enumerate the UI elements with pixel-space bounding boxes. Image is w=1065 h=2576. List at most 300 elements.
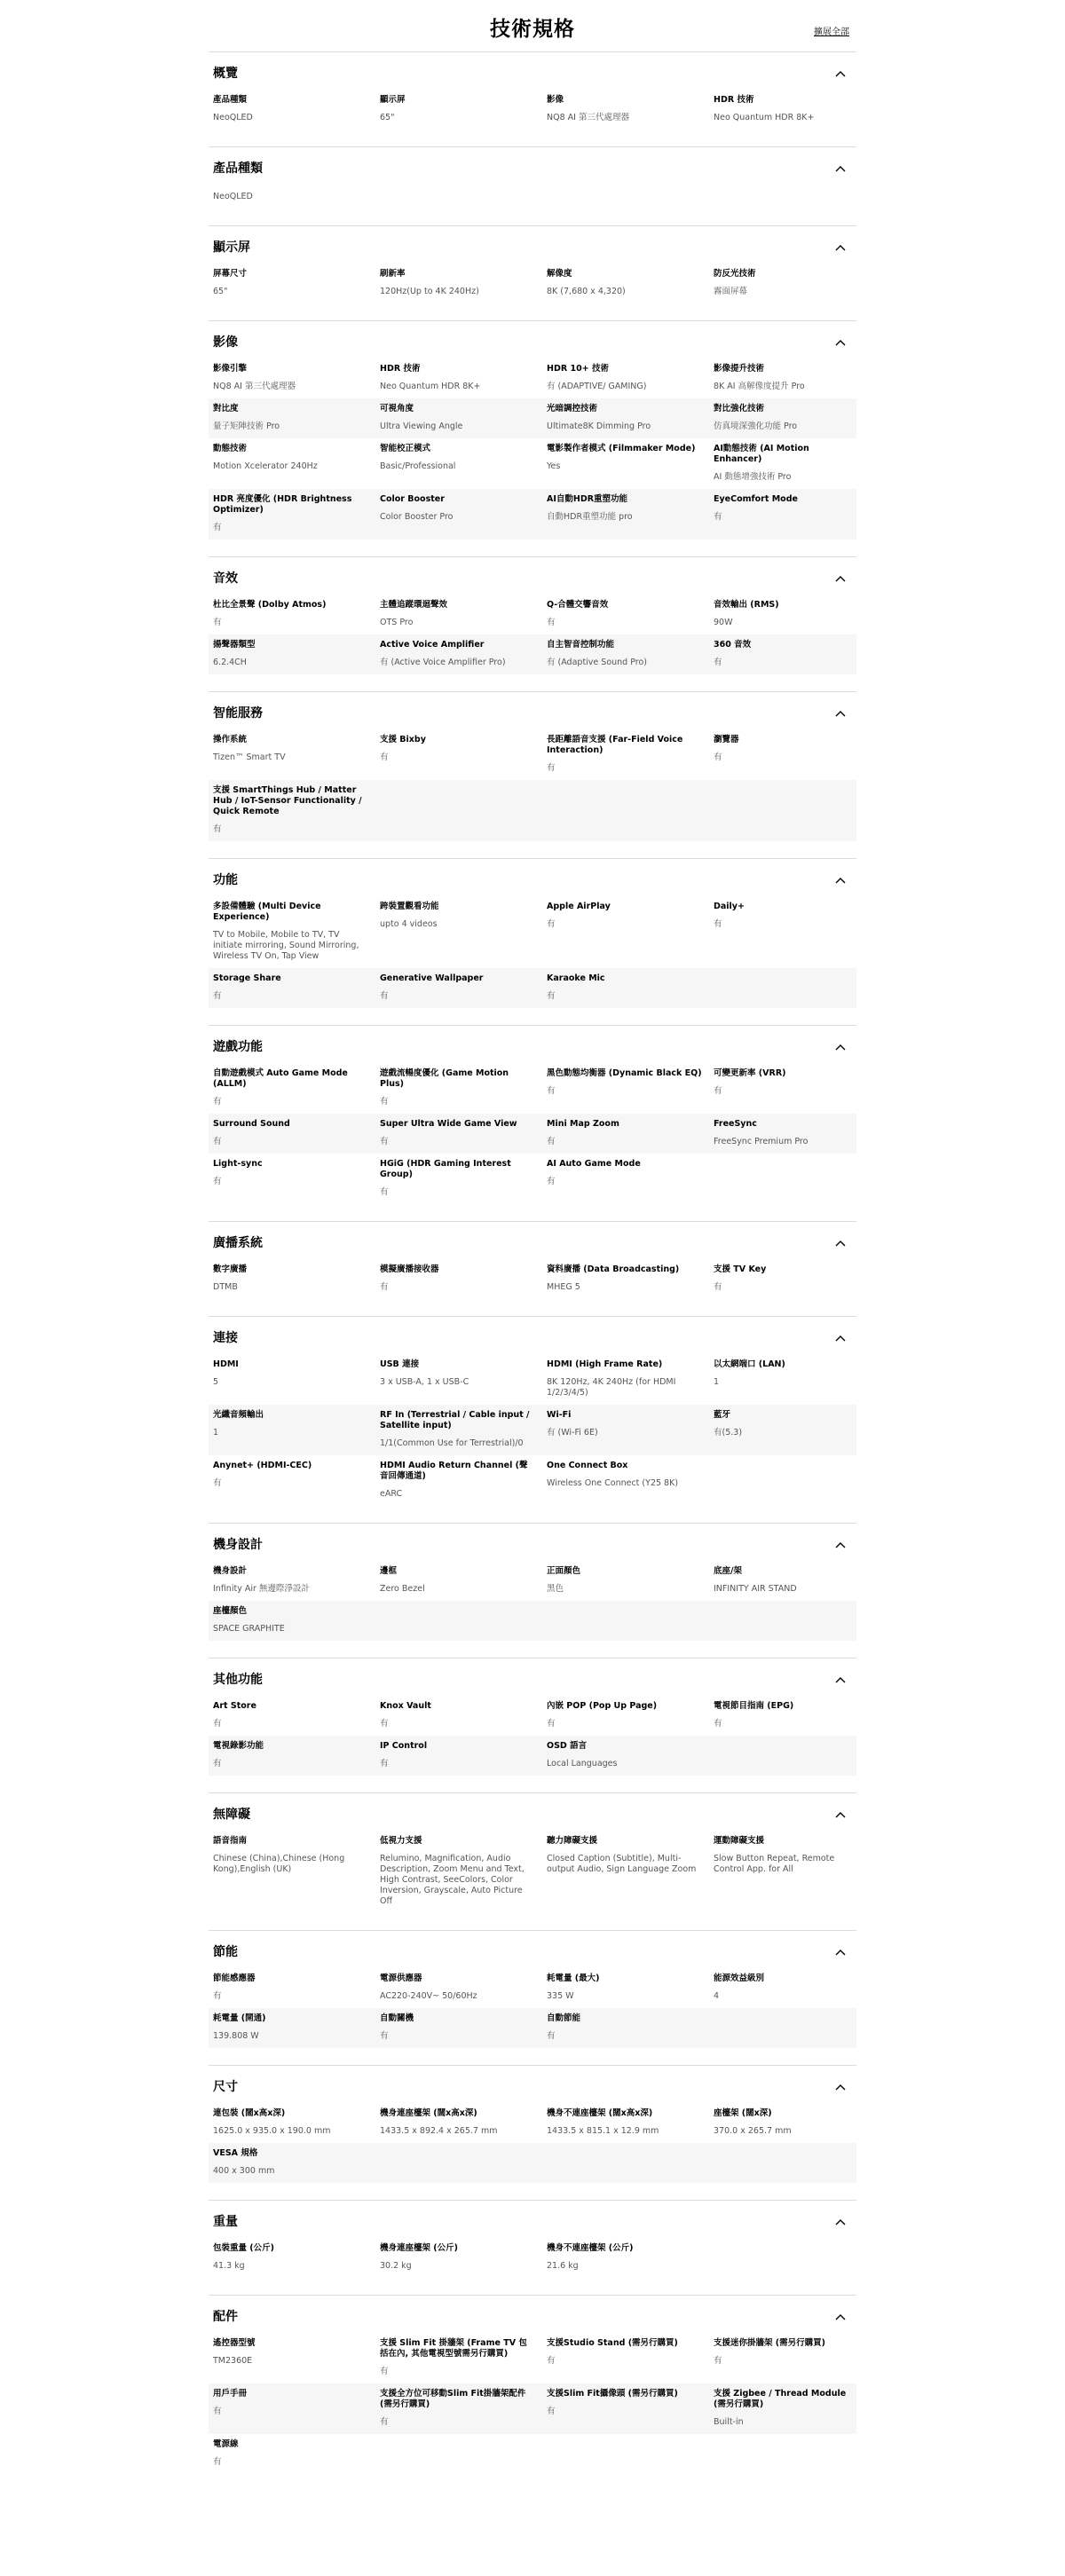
spec-label: HDMI bbox=[213, 1359, 239, 1369]
page-header bbox=[209, 0, 856, 51]
spec-value: 有 bbox=[380, 2367, 389, 2376]
spec-row bbox=[209, 1831, 856, 1913]
spec-item bbox=[209, 1068, 375, 1107]
spec-label: 正面顏色 bbox=[547, 1566, 581, 1576]
spec-value: 有 bbox=[213, 1759, 222, 1769]
spec-item bbox=[209, 1741, 375, 1769]
spec-section bbox=[209, 1025, 856, 1221]
spec-label: 多設備體驗 (Multi Device Experience) bbox=[213, 902, 321, 922]
section-title: 廣播系統 bbox=[213, 1236, 263, 1250]
spec-value: Infinity Air 無邊際淨設計 bbox=[213, 1584, 310, 1594]
spec-value: 6.2.4CH bbox=[213, 658, 247, 667]
spec-value: NeoQLED bbox=[213, 113, 253, 122]
spec-label: 對比強化技術 bbox=[714, 404, 765, 414]
spec-value: 有 bbox=[213, 2457, 222, 2467]
section-header[interactable] bbox=[209, 1806, 856, 1824]
spec-row bbox=[209, 2103, 856, 2143]
section-header[interactable] bbox=[209, 2308, 856, 2326]
spec-value: Ultra Viewing Angle bbox=[380, 421, 463, 431]
spec-section bbox=[209, 1523, 856, 1658]
spec-item bbox=[542, 640, 709, 668]
spec-label: Mini Map Zoom bbox=[547, 1119, 619, 1129]
spec-value: 400 x 300 mm bbox=[213, 2166, 275, 2176]
spec-value: 有 bbox=[380, 1137, 389, 1146]
page-title: 技術規格 bbox=[490, 18, 575, 41]
spec-rows bbox=[209, 2103, 856, 2183]
spec-value: 有 (Active Voice Amplifier Pro) bbox=[380, 658, 506, 667]
spec-rows bbox=[209, 1063, 856, 1204]
spec-item bbox=[709, 494, 856, 533]
spec-rows bbox=[209, 595, 856, 674]
spec-item bbox=[209, 364, 375, 392]
spec-label: 電源供應器 bbox=[380, 1973, 422, 1983]
chevron-up-icon[interactable] bbox=[835, 1042, 846, 1052]
spec-section bbox=[209, 2065, 856, 2200]
spec-section bbox=[209, 1930, 856, 2065]
spec-label: 電源線 bbox=[213, 2439, 239, 2449]
chevron-up-icon[interactable] bbox=[835, 2217, 846, 2227]
spec-value: TV to Mobile, Mobile to TV, TV initiate mirroring, Sound Mirroring, Wireless TV On, Tap View bbox=[213, 930, 359, 961]
spec-value: 有 bbox=[547, 618, 556, 627]
spec-item bbox=[709, 1264, 856, 1293]
spec-label: 對比度 bbox=[213, 404, 239, 414]
spec-item bbox=[209, 1410, 375, 1449]
spec-value: 有 bbox=[547, 1137, 556, 1146]
spec-rows bbox=[209, 358, 856, 540]
spec-value: 有 bbox=[547, 1177, 556, 1186]
spec-item bbox=[542, 1836, 709, 1907]
spec-value: 有 bbox=[547, 2407, 556, 2416]
spec-value: Relumino, Magnification, Audio Description, Zoom Menu and Text, High Contrast, SeeColors, Color Inversion, Grayscale, Auto Picture Off bbox=[380, 1854, 525, 1906]
section-header[interactable] bbox=[209, 2213, 856, 2231]
chevron-up-icon[interactable] bbox=[835, 337, 846, 348]
spec-label: 360 音效 bbox=[714, 640, 752, 650]
spec-row bbox=[209, 1968, 856, 2008]
spec-label: 支援Studio Stand (需另行購買) bbox=[547, 2338, 678, 2348]
spec-label: AI自動HDR重塑功能 bbox=[547, 494, 628, 504]
spec-item bbox=[375, 1410, 542, 1449]
spec-item bbox=[375, 2013, 542, 2042]
spec-item bbox=[209, 2338, 375, 2377]
spec-value: 139.808 W bbox=[213, 2031, 259, 2041]
spec-label: 杜比全景聲 (Dolby Atmos) bbox=[213, 600, 327, 610]
section-title: 遊戲功能 bbox=[213, 1040, 263, 1054]
spec-rows bbox=[209, 1831, 856, 1913]
spec-label: VESA 規格 bbox=[213, 2148, 258, 2158]
spec-item bbox=[375, 640, 542, 668]
spec-item bbox=[709, 902, 856, 962]
spec-label: Q-合體交響音效 bbox=[547, 600, 609, 610]
spec-item bbox=[542, 1701, 709, 1729]
section-header[interactable] bbox=[209, 705, 856, 722]
section-header[interactable] bbox=[209, 1943, 856, 1961]
spec-item bbox=[709, 444, 856, 483]
spec-label: 座檯架 (闊x深) bbox=[714, 2108, 772, 2118]
spec-item bbox=[209, 600, 375, 628]
spec-item bbox=[542, 1264, 709, 1293]
spec-item bbox=[542, 902, 709, 962]
spec-item bbox=[709, 2338, 856, 2377]
spec-item bbox=[375, 1741, 542, 1769]
chevron-up-icon[interactable] bbox=[835, 1947, 846, 1958]
section-title: 音效 bbox=[213, 571, 238, 586]
spec-label: 支援 Bixby bbox=[380, 735, 426, 744]
spec-label: 耗電量 (最大) bbox=[547, 1973, 600, 1983]
spec-value: 有 bbox=[213, 1991, 222, 2001]
spec-label: 屏幕尺寸 bbox=[213, 269, 248, 279]
spec-sections bbox=[209, 51, 856, 2491]
spec-value: 8K (7,680 x 4,320) bbox=[547, 287, 626, 296]
spec-value: 41.3 kg bbox=[213, 2261, 245, 2271]
spec-row bbox=[209, 2333, 856, 2383]
spec-value: 有 bbox=[213, 1177, 222, 1186]
spec-value: Local Languages bbox=[547, 1759, 618, 1769]
spec-item bbox=[709, 600, 856, 628]
spec-value: Built-in bbox=[714, 2417, 744, 2427]
section-title: 無障礙 bbox=[213, 1808, 250, 1822]
spec-item bbox=[209, 1264, 375, 1293]
spec-item bbox=[209, 404, 375, 432]
section-title: 顯示屏 bbox=[213, 240, 250, 255]
spec-value: 有 (ADAPTIVE/ GAMING) bbox=[547, 382, 647, 391]
spec-value: 有 bbox=[547, 991, 556, 1001]
spec-value: 仿真境深強化功能 Pro bbox=[714, 421, 798, 431]
spec-value: 有 bbox=[380, 2031, 389, 2041]
spec-value: 有 bbox=[380, 1282, 389, 1292]
spec-value: NeoQLED bbox=[213, 192, 253, 201]
spec-value: 有 bbox=[213, 2407, 222, 2416]
spec-item bbox=[542, 1461, 709, 1500]
section-header[interactable] bbox=[209, 1536, 856, 1554]
spec-label: 顯示屏 bbox=[380, 95, 406, 105]
section-header[interactable] bbox=[209, 1329, 856, 1347]
spec-value: 有 bbox=[380, 1759, 389, 1769]
spec-item bbox=[209, 785, 375, 835]
spec-item bbox=[709, 1119, 856, 1147]
chevron-up-icon[interactable] bbox=[835, 242, 846, 253]
spec-value: Yes bbox=[547, 461, 561, 471]
spec-label: 遊戲流暢度優化 (Game Motion Plus) bbox=[380, 1068, 509, 1089]
spec-label: 光纖音頻輸出 bbox=[213, 1410, 264, 1420]
spec-label: 刷新率 bbox=[380, 269, 406, 279]
spec-value: Ultimate8K Dimming Pro bbox=[547, 421, 651, 431]
section-header[interactable] bbox=[209, 334, 856, 351]
spec-label: 邊框 bbox=[380, 1566, 398, 1576]
chevron-up-icon[interactable] bbox=[835, 708, 846, 719]
spec-label: 自動節能 bbox=[547, 2013, 581, 2023]
spec-item bbox=[709, 1836, 856, 1907]
spec-value: 有 bbox=[213, 1478, 222, 1488]
spec-row bbox=[209, 595, 856, 634]
spec-item bbox=[709, 1566, 856, 1595]
spec-label: 支援 Zigbee / Thread Module (需另行購買) bbox=[714, 2389, 847, 2409]
chevron-up-icon[interactable] bbox=[835, 1809, 846, 1820]
spec-value: DTMB bbox=[213, 1282, 238, 1292]
spec-row bbox=[209, 1455, 856, 1506]
chevron-up-icon[interactable] bbox=[835, 1238, 846, 1249]
spec-value: 1 bbox=[213, 1428, 219, 1438]
spec-item bbox=[209, 1973, 375, 2002]
spec-label: HDR 技術 bbox=[380, 364, 421, 374]
chevron-up-icon[interactable] bbox=[835, 1333, 846, 1343]
spec-item bbox=[709, 269, 856, 297]
spec-value: MHEG 5 bbox=[547, 1282, 580, 1292]
spec-value: 有 bbox=[380, 752, 389, 762]
spec-item bbox=[542, 494, 709, 533]
spec-label: Storage Share bbox=[213, 973, 281, 983]
spec-label: Apple AirPlay bbox=[547, 902, 611, 911]
spec-value: 8K 120Hz, 4K 240Hz (for HDMI 1/2/3/4/5) bbox=[547, 1377, 676, 1398]
spec-item bbox=[209, 1606, 375, 1635]
spec-value: 有 bbox=[714, 1086, 722, 1096]
spec-value: 有 bbox=[714, 658, 722, 667]
spec-item bbox=[209, 2148, 375, 2177]
spec-section bbox=[209, 556, 856, 691]
spec-value: Closed Caption (Subtitle), Multi-output Audio, Sign Language Zoom bbox=[547, 1854, 697, 1874]
spec-item bbox=[209, 2243, 375, 2272]
spec-value: 有 bbox=[213, 618, 222, 627]
spec-item bbox=[542, 1741, 709, 1769]
spec-label: 自動關機 bbox=[380, 2013, 414, 2023]
section-header[interactable] bbox=[209, 570, 856, 587]
spec-value: 30.2 kg bbox=[380, 2261, 412, 2271]
section-header[interactable] bbox=[209, 239, 856, 256]
section-header[interactable] bbox=[209, 1038, 856, 1056]
spec-label: 底座/架 bbox=[714, 1566, 742, 1576]
spec-section bbox=[209, 225, 856, 320]
spec-label: USB 連接 bbox=[380, 1359, 420, 1369]
spec-value: TM2360E bbox=[213, 2356, 253, 2366]
chevron-up-icon[interactable] bbox=[835, 1540, 846, 1550]
spec-label: Surround Sound bbox=[213, 1119, 290, 1129]
spec-item bbox=[209, 1159, 375, 1198]
spec-item bbox=[709, 735, 856, 774]
spec-label: 機身連座檯架 (闊x高x深) bbox=[380, 2108, 477, 2118]
chevron-up-icon[interactable] bbox=[835, 2082, 846, 2092]
spec-item bbox=[542, 600, 709, 628]
spec-label: 黑色動態均衡器 (Dynamic Black EQ) bbox=[547, 1068, 702, 1078]
spec-item bbox=[709, 2108, 856, 2137]
spec-value: 1 bbox=[714, 1377, 720, 1387]
spec-value: 65" bbox=[380, 113, 395, 122]
spec-label: 能源效益級別 bbox=[714, 1973, 765, 1983]
spec-value: Slow Button Repeat, Remote Control App. for All bbox=[714, 1854, 835, 1874]
chevron-up-icon[interactable] bbox=[835, 163, 846, 174]
spec-label: 支援 SmartThings Hub / Matter Hub / IoT-Sensor Functionality / Quick Remote bbox=[213, 785, 362, 816]
spec-item bbox=[542, 2389, 709, 2428]
spec-item bbox=[209, 444, 375, 483]
spec-value: 1/1(Common Use for Terrestrial)/0 bbox=[380, 1438, 524, 1448]
chevron-up-icon[interactable] bbox=[835, 68, 846, 79]
spec-value: Tizen™ Smart TV bbox=[213, 752, 286, 762]
spec-label: RF In (Terrestrial / Cable input / Satellite input) bbox=[380, 1410, 530, 1430]
spec-value: 5 bbox=[213, 1377, 219, 1387]
spec-label: One Connect Box bbox=[547, 1461, 628, 1470]
spec-label: HDR 技術 bbox=[714, 95, 754, 105]
spec-label: 動態技術 bbox=[213, 444, 248, 453]
spec-item bbox=[542, 1973, 709, 2002]
spec-item bbox=[542, 2108, 709, 2137]
spec-rows bbox=[209, 1968, 856, 2048]
spec-label: 支援迷你掛牆架 (需另行購買) bbox=[714, 2338, 825, 2348]
expand-all-link[interactable]: 擴展全部 bbox=[814, 28, 849, 37]
spec-rows bbox=[209, 1354, 856, 1506]
spec-item bbox=[709, 404, 856, 432]
spec-label: AI動態技術 (AI Motion Enhancer) bbox=[714, 444, 809, 464]
spec-item bbox=[375, 973, 542, 1002]
spec-item bbox=[209, 269, 375, 297]
spec-label: 機身不連座檯架 (公斤) bbox=[547, 2243, 634, 2253]
spec-label: Wi-Fi bbox=[547, 1410, 572, 1420]
spec-section bbox=[209, 2200, 856, 2295]
spec-item bbox=[375, 404, 542, 432]
spec-value: eARC bbox=[380, 1489, 403, 1499]
spec-value: Wireless One Connect (Y25 8K) bbox=[547, 1478, 679, 1488]
spec-label: 用戶手冊 bbox=[213, 2389, 248, 2399]
spec-item bbox=[209, 1566, 375, 1595]
spec-value: 有 bbox=[380, 1097, 389, 1107]
spec-value: 有 bbox=[547, 2356, 556, 2366]
spec-label: 連包裝 (闊x高x深) bbox=[213, 2108, 286, 2118]
spec-section bbox=[209, 1792, 856, 1930]
spec-item bbox=[542, 1566, 709, 1595]
spec-rows bbox=[209, 90, 856, 130]
section-header[interactable] bbox=[209, 871, 856, 889]
spec-row bbox=[209, 1063, 856, 1114]
section-title: 連接 bbox=[213, 1331, 238, 1345]
spec-item bbox=[375, 95, 542, 123]
spec-label: Anynet+ (HDMI-CEC) bbox=[213, 1461, 312, 1470]
spec-section bbox=[209, 146, 856, 225]
spec-section bbox=[209, 858, 856, 1025]
spec-label: Active Voice Amplifier bbox=[380, 640, 485, 650]
spec-value: 黑色 bbox=[547, 1584, 564, 1594]
spec-item bbox=[375, 1566, 542, 1595]
spec-label: 模擬廣播接收器 bbox=[380, 1264, 439, 1274]
spec-row bbox=[209, 2008, 856, 2048]
spec-item bbox=[542, 973, 709, 1002]
spec-value: FreeSync Premium Pro bbox=[714, 1137, 809, 1146]
spec-value: 90W bbox=[714, 618, 733, 627]
spec-item bbox=[709, 1701, 856, 1729]
section-header[interactable] bbox=[209, 2078, 856, 2096]
spec-item bbox=[542, 95, 709, 123]
spec-label: 支援 Slim Fit 掛牆架 (Frame TV 包括在內, 其他電視型號需另行購買) bbox=[380, 2338, 527, 2359]
spec-value: OTS Pro bbox=[380, 618, 414, 627]
spec-row bbox=[209, 2383, 856, 2434]
spec-rows bbox=[209, 1561, 856, 1641]
spec-value: 有 bbox=[714, 1282, 722, 1292]
section-header[interactable] bbox=[209, 65, 856, 83]
spec-value: 有 bbox=[547, 763, 556, 773]
spec-item bbox=[375, 1701, 542, 1729]
spec-label: Karaoke Mic bbox=[547, 973, 605, 983]
spec-item bbox=[709, 1068, 856, 1107]
spec-row bbox=[209, 896, 856, 968]
spec-section bbox=[209, 1221, 856, 1316]
spec-rows bbox=[209, 729, 856, 841]
spec-item bbox=[209, 2108, 375, 2137]
chevron-up-icon[interactable] bbox=[835, 1674, 846, 1685]
section-header[interactable] bbox=[209, 160, 856, 177]
spec-label: 座檯顏色 bbox=[213, 1606, 248, 1616]
spec-rows bbox=[209, 2333, 856, 2474]
spec-item bbox=[209, 2013, 375, 2042]
spec-label: AI Auto Game Mode bbox=[547, 1159, 641, 1169]
spec-value: 有 bbox=[380, 991, 389, 1001]
spec-label: 影像引擎 bbox=[213, 364, 248, 374]
spec-label: 支援全方位可移動Slim Fit掛牆架配件 (需另行購買) bbox=[380, 2389, 526, 2409]
spec-label: Daily+ bbox=[714, 902, 745, 911]
spec-row bbox=[209, 729, 856, 780]
section-title: 智能服務 bbox=[213, 706, 263, 721]
spec-row bbox=[209, 1405, 856, 1455]
spec-value: Chinese (China),Chinese (Hong Kong),English (UK) bbox=[213, 1854, 345, 1874]
spec-value: Neo Quantum HDR 8K+ bbox=[380, 382, 481, 391]
section-title: 重量 bbox=[213, 2215, 238, 2229]
spec-label: 影像提升技術 bbox=[714, 364, 765, 374]
spec-label: 操作系統 bbox=[213, 735, 248, 744]
spec-item bbox=[709, 364, 856, 392]
spec-row bbox=[209, 398, 856, 438]
spec-item bbox=[209, 640, 375, 668]
spec-row bbox=[209, 1601, 856, 1641]
chevron-up-icon[interactable] bbox=[835, 875, 846, 886]
spec-label: 遙控器型號 bbox=[213, 2338, 256, 2348]
spec-label: 產品種類 bbox=[213, 95, 248, 105]
spec-label: 防反光技術 bbox=[714, 269, 756, 279]
section-title: 產品種類 bbox=[213, 161, 263, 176]
spec-item bbox=[375, 364, 542, 392]
spec-item bbox=[375, 1461, 542, 1500]
spec-value: 有 (Wi-Fi 6E) bbox=[547, 1428, 598, 1438]
spec-label: Color Booster bbox=[380, 494, 445, 504]
spec-value: 有 bbox=[380, 1187, 389, 1197]
spec-item bbox=[542, 735, 709, 774]
spec-value: 1433.5 x 892.4 x 265.7 mm bbox=[380, 2126, 498, 2136]
spec-label: 可視角度 bbox=[380, 404, 414, 414]
spec-value: 有 bbox=[213, 824, 222, 834]
spec-label: 資料廣播 (Data Broadcasting) bbox=[547, 1264, 680, 1274]
spec-item bbox=[375, 1359, 542, 1398]
spec-row bbox=[209, 2143, 856, 2183]
spec-value: 有(5.3) bbox=[714, 1428, 743, 1438]
spec-section bbox=[209, 320, 856, 556]
chevron-up-icon[interactable] bbox=[835, 573, 846, 584]
spec-label: 包裝重量 (公斤) bbox=[213, 2243, 274, 2253]
spec-label: FreeSync bbox=[714, 1119, 757, 1129]
section-header[interactable] bbox=[209, 1234, 856, 1252]
spec-value: 有 bbox=[547, 919, 556, 929]
spec-label: 運動障礙支援 bbox=[714, 1836, 765, 1846]
spec-label: 藍牙 bbox=[714, 1410, 731, 1420]
section-title: 配件 bbox=[213, 2310, 238, 2324]
spec-section bbox=[209, 1658, 856, 1792]
spec-item bbox=[542, 2013, 709, 2042]
spec-label: 長距離語音支援 (Far-Field Voice Interaction) bbox=[547, 735, 683, 755]
spec-item bbox=[375, 1836, 542, 1907]
spec-item bbox=[542, 1068, 709, 1107]
spec-label: 光暗調控技術 bbox=[547, 404, 598, 414]
spec-item bbox=[375, 444, 542, 483]
spec-value: 8K AI 高解像度提升 Pro bbox=[714, 382, 805, 391]
spec-value: 有 bbox=[213, 523, 222, 532]
spec-value: 1433.5 x 815.1 x 12.9 mm bbox=[547, 2126, 659, 2136]
chevron-up-icon[interactable] bbox=[835, 2312, 846, 2322]
section-header[interactable] bbox=[209, 1671, 856, 1689]
spec-label: HGiG (HDR Gaming Interest Group) bbox=[380, 1159, 511, 1179]
spec-value: NQ8 AI 第三代處理器 bbox=[213, 382, 296, 391]
